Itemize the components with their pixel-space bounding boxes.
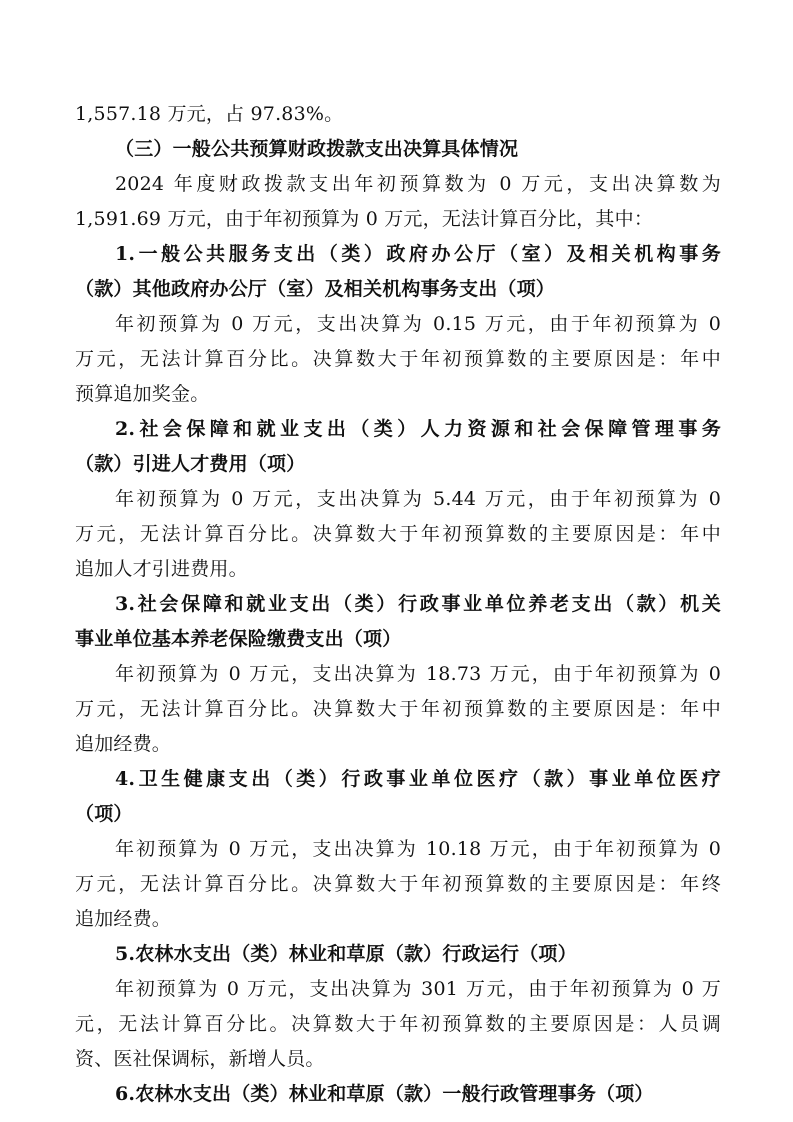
- item-heading: 4.卫生健康支出（类）行政事业单位医疗（款）事业单位医疗: [115, 768, 721, 790]
- text-line: 万元，无法计算百分比。决算数大于年初预算数的主要原因是：年中: [75, 523, 721, 545]
- text-line: 年初预算为 0 万元，支出决算为 10.18 万元，由于年初预算为 0: [115, 838, 721, 860]
- item-heading: 1.一般公共服务支出（类）政府办公厅（室）及相关机构事务: [115, 243, 721, 265]
- text-line: 追加经费。: [75, 908, 172, 930]
- text-line: 万元，无法计算百分比。决算数大于年初预算数的主要原因是：年中: [75, 698, 721, 720]
- text-line: 万元，无法计算百分比。决算数大于年初预算数的主要原因是：年中: [75, 348, 721, 370]
- item-heading: 5.农林水支出（类）林业和草原（款）行政运行（项）: [115, 943, 577, 965]
- item-heading: （款）引进人才费用（项）: [75, 453, 306, 475]
- text-line: 年初预算为 0 万元，支出决算为 0.15 万元，由于年初预算为 0: [115, 313, 721, 335]
- text-line: 资、医社保调标，新增人员。: [75, 1048, 325, 1070]
- text-line: 年初预算为 0 万元，支出决算为 5.44 万元，由于年初预算为 0: [115, 488, 721, 510]
- item-heading: 6.农林水支出（类）林业和草原（款）一般行政管理事务（项）: [115, 1083, 654, 1105]
- text-line: 1,557.18 万元，占 97.83%。: [75, 103, 344, 125]
- text-line: 年初预算为 0 万元，支出决算为 301 万元，由于年初预算为 0 万: [115, 978, 721, 1000]
- text-line: 追加经费。: [75, 733, 172, 755]
- item-heading: 事业单位基本养老保险缴费支出（项）: [75, 628, 402, 650]
- section-heading: （三）一般公共预算财政拨款支出决算具体情况: [115, 138, 519, 160]
- item-heading: （项）: [75, 803, 133, 825]
- item-heading: （款）其他政府办公厅（室）及相关机构事务支出（项）: [75, 278, 556, 300]
- text-line: 1,591.69 万元，由于年初预算为 0 万元，无法计算百分比，其中：: [75, 208, 654, 230]
- item-heading: 3.社会保障和就业支出（类）行政事业单位养老支出（款）机关: [115, 593, 721, 615]
- text-line: 预算追加奖金。: [75, 383, 210, 405]
- text-line: 年初预算为 0 万元，支出决算为 18.73 万元，由于年初预算为 0: [115, 663, 721, 685]
- text-line: 万元，无法计算百分比。决算数大于年初预算数的主要原因是：年终: [75, 873, 721, 895]
- item-heading: 2.社会保障和就业支出（类）人力资源和社会保障管理事务: [115, 418, 721, 440]
- text-line: 追加人才引进费用。: [75, 558, 248, 580]
- text-line: 2024 年度财政拨款支出年初预算数为 0 万元，支出决算数为: [115, 173, 721, 195]
- text-line: 元，无法计算百分比。决算数大于年初预算数的主要原因是：人员调: [75, 1013, 721, 1035]
